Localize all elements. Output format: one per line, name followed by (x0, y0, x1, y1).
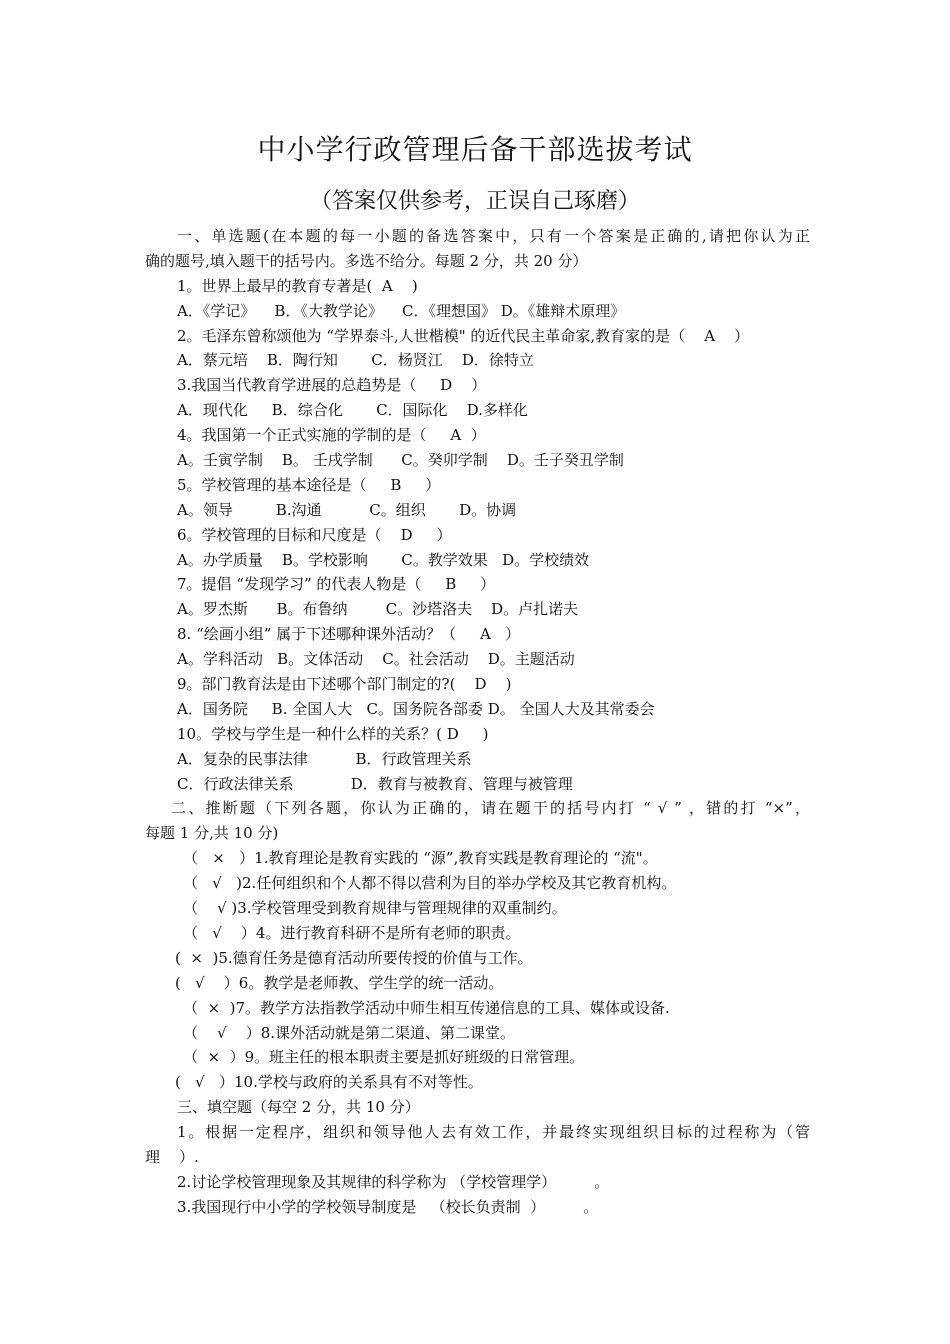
section-header-fill-blank: 三、填空题（每空 2 分，共 10 分） (177, 1098, 420, 1117)
judgement-3: （ √ )3.学校管理受到教育规律与管理规律的双重制约。 (183, 899, 567, 918)
judgement-1: （ × ）1.教育理论是教育实践的 “源”,教育实践是教育理论的 “流"。 (183, 849, 658, 868)
question-6-options: A。办学质量 B。学校影响 C。教学效果 D。学校绩效 (177, 550, 590, 569)
question-6: 6。学校管理的目标和尺度是（ D ） (177, 525, 452, 544)
question-3-options: A．现代化 B．综合化 C．国际化 D.多样化 (177, 401, 528, 420)
question-9: 9。部门教育法是由下述哪个部门制定的?( D ) (177, 675, 512, 694)
judgement-4: （ √ ）4。进行教育科研不是所有老师的职责。 (183, 923, 521, 942)
judgement-5: ( × )5.德育任务是德育活动所要传授的价值与工作。 (175, 948, 533, 967)
question-2: 2。毛泽东曾称颂他为 “学界泰斗,人世楷模" 的近代民主革命家,教育家的是（ A ） (177, 326, 750, 345)
page-title: 中小学行政管理后备干部选拔考试 (257, 133, 693, 166)
fill-blank-1: 1。根据一定程序，组织和领导他人去有效工作，并最终实现组织目标的过程称为（管 (177, 1123, 810, 1142)
question-5: 5。学校管理的基本途径是（ B ） (177, 475, 441, 494)
fill-blank-2: 2.讨论学校管理现象及其规律的科学称为 （学校管理学） 。 (177, 1172, 610, 1191)
question-1-options: A．《学记》 B．《大教学论》 C．《理想国》 D。《雄辩术原理》 (177, 301, 626, 320)
question-1: 1。世界上最早的教育专著是( A ) (177, 276, 418, 295)
fill-blank-3: 3.我国现行中小学的学校领导制度是 （校长负责制 ） 。 (177, 1197, 599, 1216)
question-10: 10。学校与学生是一种什么样的关系？( D ) (177, 724, 489, 743)
question-7: 7。提倡 “发现学习” 的代表人物是（ B ） (177, 575, 496, 594)
judgement-10: ( √ ）10.学校与政府的关系具有不对等性。 (175, 1073, 483, 1092)
question-4: 4。我国第一个正式实施的学制的是（ A ） (177, 426, 486, 445)
section-header-single-choice-cont: 确的题号,填入题干的括号内。多选不给分。每题 2 分，共 20 分） (145, 251, 588, 270)
section-header-judgement-cont: 每题 1 分,共 10 分) (145, 824, 279, 843)
question-3: 3.我国当代教育学进展的总趋势是（ D ） (177, 376, 487, 395)
section-header-single-choice: 一、单选题(在本题的每一小题的备选答案中，只有一个答案是正确的,请把你认为正 (177, 227, 810, 245)
fill-blank-1-cont: 理 ）. (145, 1147, 199, 1166)
judgement-9: （ × ）9。班主任的根本职责主要是抓好班级的日常管理。 (183, 1048, 585, 1067)
question-10-options-1: A．复杂的民事法律 B．行政管理关系 (177, 749, 472, 768)
question-9-options: A．国务院 B. 全国人大 C。国务院各部委 D。 全国人大及其常委会 (177, 699, 655, 718)
exam-content (145, 224, 810, 1220)
question-5-options: A。领导 B.沟通 C。组织 D。协调 (177, 500, 517, 519)
page-subtitle: （答案仅供参考，正误自己琢磨） (309, 189, 640, 214)
question-4-options: A。壬寅学制 B。 壬戌学制 C。癸卯学制 D。壬子癸丑学制 (177, 451, 624, 470)
question-10-options-2: C．行政法律关系 D．教育与被教育、管理与被管理 (177, 774, 573, 793)
judgement-2: （ √ )2.任何组织和个人都不得以营利为目的举办学校及其它教育机构。 (183, 874, 677, 893)
judgement-8: （ √ ）8.课外活动就是第二渠道、第二课堂。 (183, 1023, 516, 1042)
section-header-judgement: 二、推断题（下列各题，你认为正确的，请在题干的括号内打 “ √ ” ，错的打 “×”， (171, 799, 810, 818)
judgement-7: （ × )7。教学方法指教学活动中师生相互传递信息的工具、媒体或设备. (183, 998, 670, 1017)
question-2-options: A．蔡元培 B．陶行知 C．杨贤江 D．徐特立 (177, 351, 534, 370)
judgement-6: ( √ ）6。教学是老师教、学生学的统一活动。 (175, 973, 504, 992)
question-7-options: A。罗杰斯 B。布鲁纳 C。沙塔洛夫 D。卢扎诺夫 (177, 600, 579, 619)
question-8: 8. “绘画小组” 属于下述哪种课外活动？（ A ） (177, 625, 521, 644)
question-8-options: A。学科活动 B。文体活动 C。社会活动 D。主题活动 (177, 650, 575, 669)
